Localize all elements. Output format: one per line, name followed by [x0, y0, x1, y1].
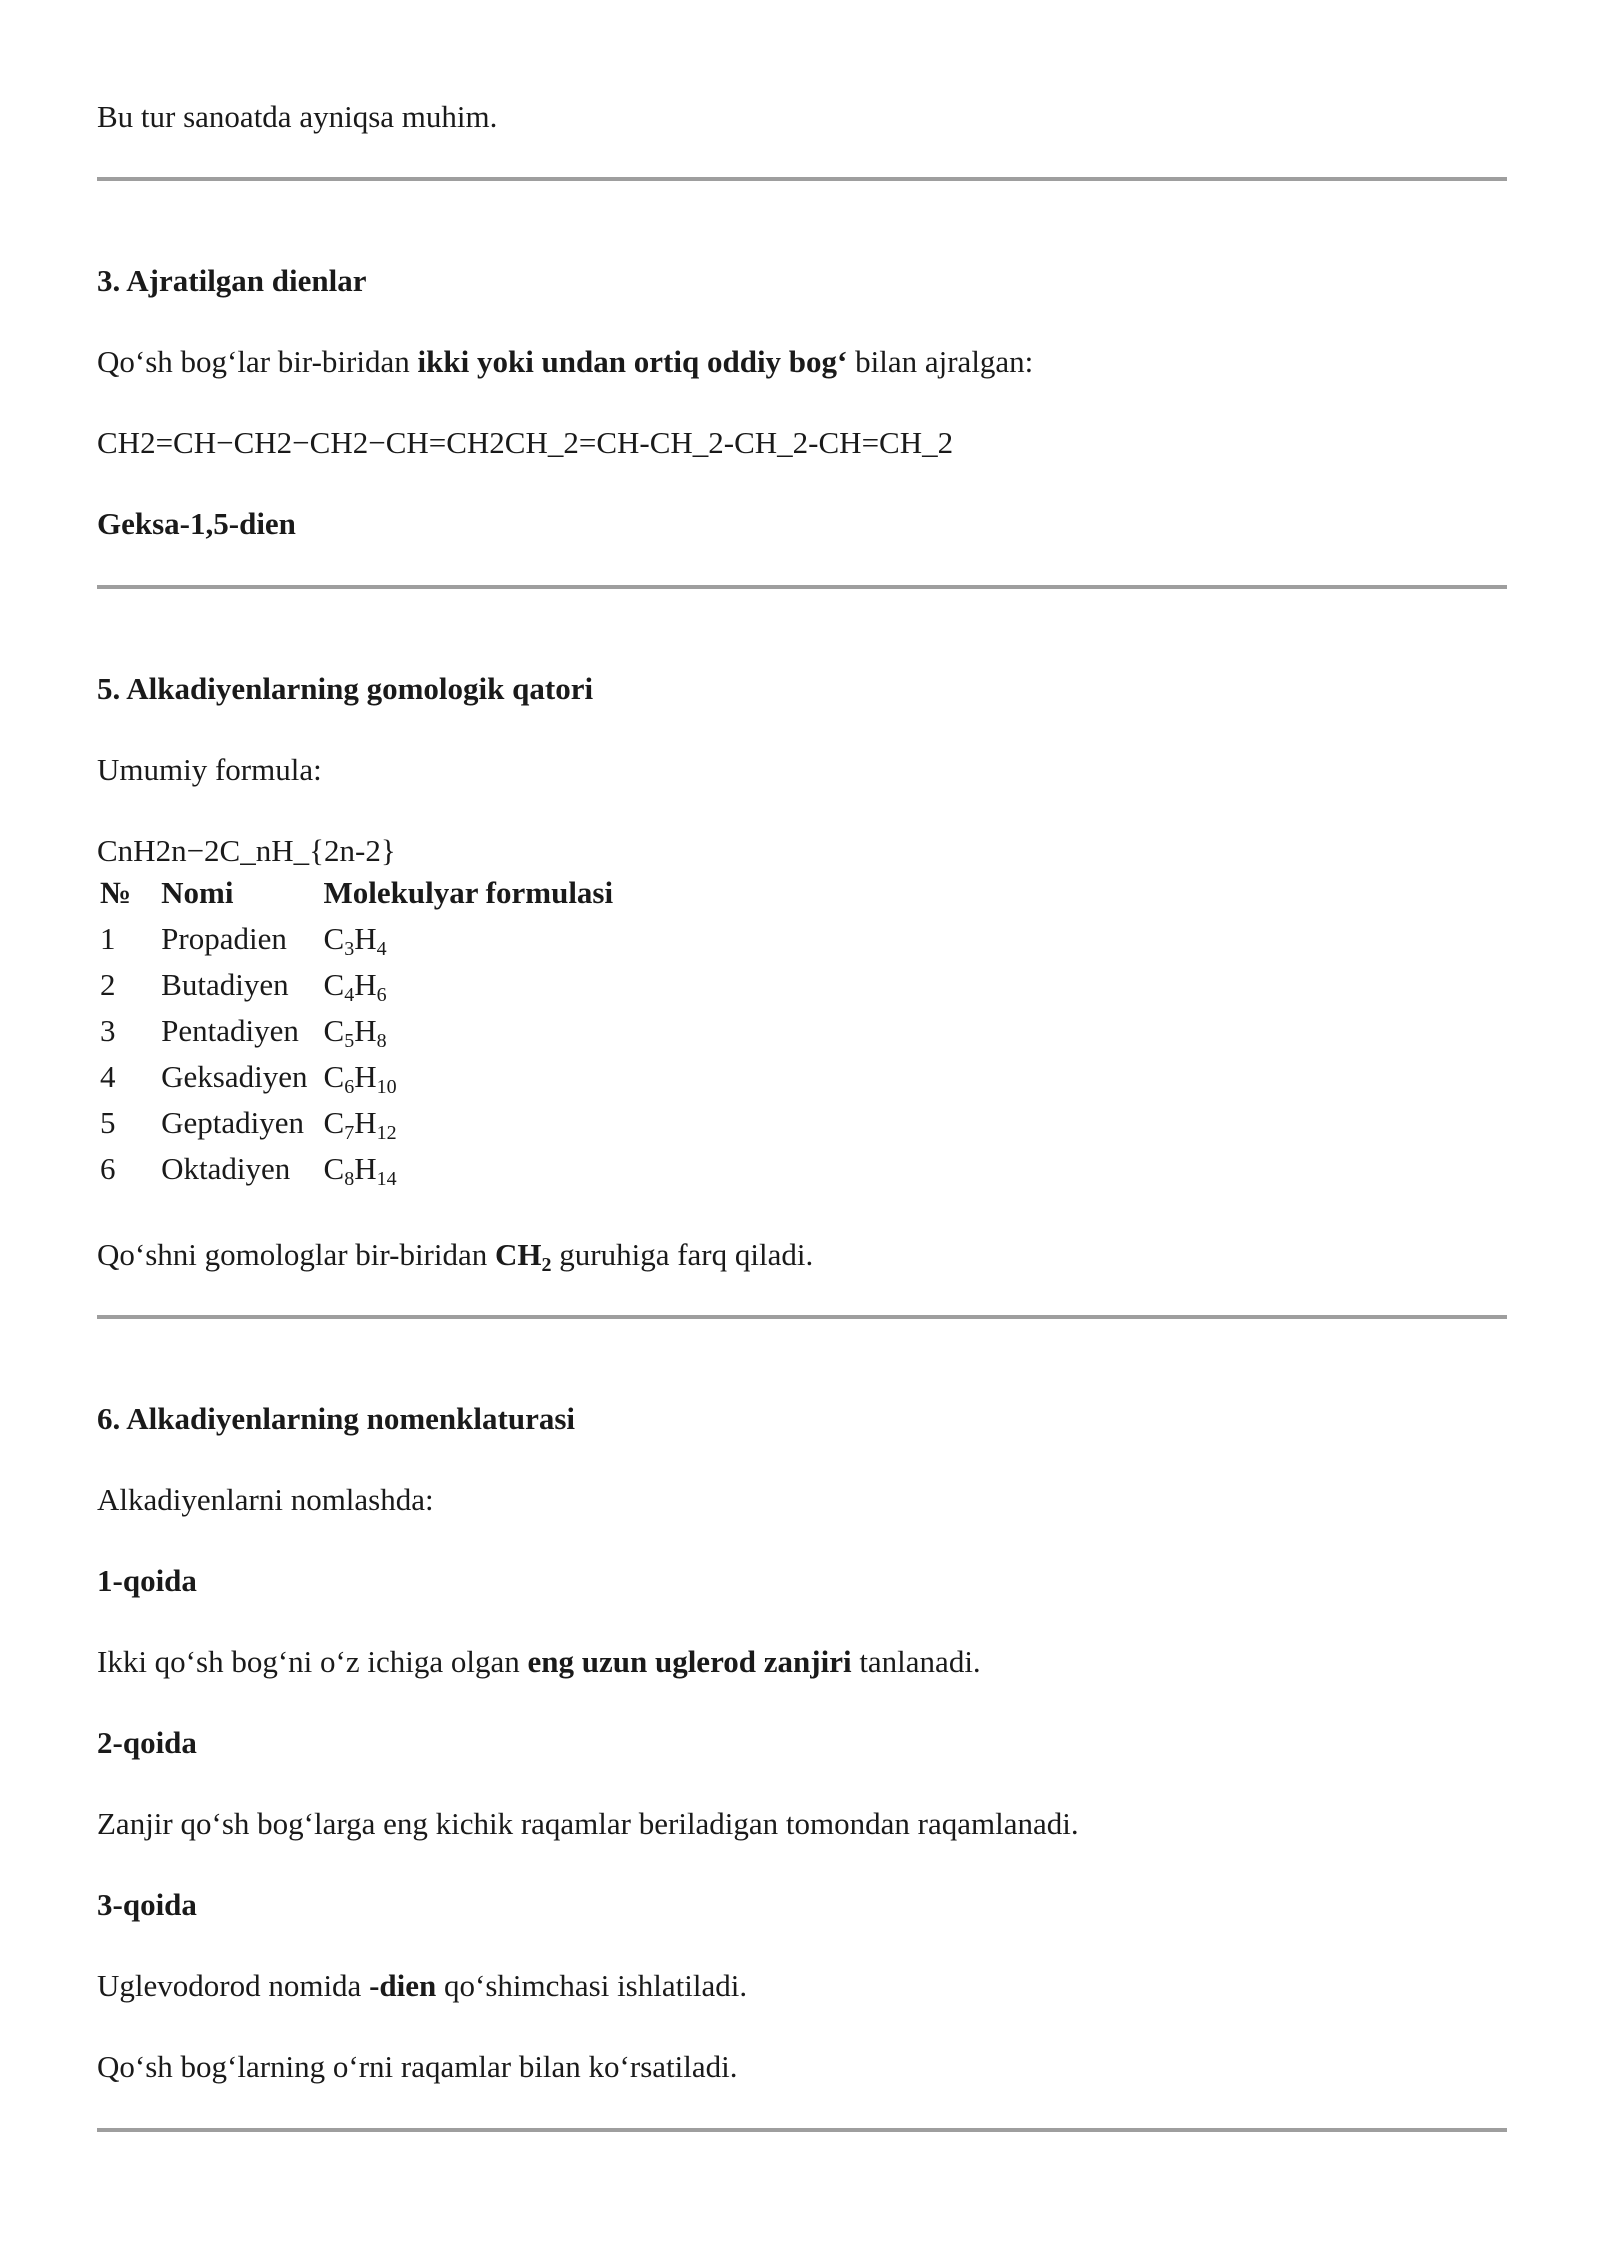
- intro-paragraph: Bu tur sanoatda ayniqsa muhim.: [97, 99, 498, 134]
- cell-formula: $C_4H_6$: [323, 967, 387, 1007]
- rule-2-title: 2-qoida: [97, 1725, 197, 1760]
- cell-name: Propadien: [161, 921, 287, 957]
- cell-formula: $C_5H_8$: [323, 1013, 387, 1053]
- section-6-heading: 6. Alkadiyenlarning nomenklaturasi: [97, 1401, 576, 1436]
- column-header-formula: Molekulyar formulasi: [323, 875, 614, 911]
- cell-name: Oktadiyen: [161, 1151, 291, 1187]
- cell-name: Geksadiyen: [161, 1059, 308, 1095]
- table-body: [97, 916, 637, 1192]
- cell-number: 1: [100, 921, 116, 957]
- cell-number: 5: [100, 1105, 116, 1141]
- table-row: [97, 1146, 637, 1192]
- section-divider: [97, 1315, 1507, 1319]
- column-header-name: Nomi: [161, 875, 234, 911]
- cell-formula: $C_3H_4$: [323, 921, 387, 961]
- table-row: [97, 1100, 637, 1146]
- section-divider: [97, 2128, 1507, 2132]
- rule-1-text: Ikki qo‘sh bog‘ni o‘z ichiga olgan eng uzun uglerod zanjiri tanlanadi.: [97, 1644, 981, 1679]
- cell-formula: $C_7H_{12}$: [323, 1105, 397, 1145]
- section-3-heading: 3. Ajratilgan dienlar: [97, 263, 367, 298]
- section-divider: [97, 177, 1507, 181]
- rule-1-title: 1-qoida: [97, 1563, 197, 1598]
- cell-number: 3: [100, 1013, 116, 1049]
- cell-name: Butadiyen: [161, 967, 289, 1003]
- rule-3-text: Uglevodorod nomida -dien qo‘shimchasi ishlatiladi.: [97, 1968, 748, 2003]
- table-header-row: [97, 870, 637, 916]
- cell-number: 2: [100, 967, 116, 1003]
- cell-number: 6: [100, 1151, 116, 1187]
- cell-name: Pentadiyen: [161, 1013, 299, 1049]
- cell-formula: $C_6H_{10}$: [323, 1059, 397, 1099]
- table-row: [97, 962, 637, 1008]
- cell-formula: $C_8H_{14}$: [323, 1151, 397, 1191]
- rule-3-note: Qo‘sh bog‘larning o‘rni raqamlar bilan ko‘rsatiladi.: [97, 2049, 738, 2084]
- table-row: [97, 1008, 637, 1054]
- section-3-paragraph: Qo‘sh bog‘lar bir-biridan ikki yoki undan ortiq oddiy bog‘ bilan ajralgan:: [97, 344, 1034, 379]
- cell-name: Geptadiyen: [161, 1105, 305, 1141]
- section-6-intro: Alkadiyenlarni nomlashda:: [97, 1482, 434, 1517]
- general-formula-label: Umumiy formula:: [97, 752, 322, 787]
- homolog-difference-note: Qo‘shni gomologlar bir-biridan $CH_2$ guruhiga farq qiladi.: [97, 1237, 814, 1276]
- rule-3-title: 3-qoida: [97, 1887, 197, 1922]
- homologous-series-table: [97, 870, 637, 1192]
- rule-2-text: Zanjir qo‘sh bog‘larga eng kichik raqamlar beriladigan tomondan raqamlanadi.: [97, 1806, 1079, 1841]
- table-row: [97, 916, 637, 962]
- cell-number: 4: [100, 1059, 116, 1095]
- section-divider: [97, 585, 1507, 589]
- general-formula: CnH2n−2C_nH_{2n-2}: [97, 833, 396, 868]
- section-5-heading: 5. Alkadiyenlarning gomologik qatori: [97, 671, 594, 706]
- table-row: [97, 1054, 637, 1100]
- section-3-formula: CH2=CH−CH2−CH2−CH=CH2CH_2=CH-CH_2-CH_2-CH=CH_2: [97, 425, 954, 460]
- column-header-number: №: [100, 875, 132, 911]
- section-3-compound-name: Geksa-1,5-dien: [97, 506, 296, 541]
